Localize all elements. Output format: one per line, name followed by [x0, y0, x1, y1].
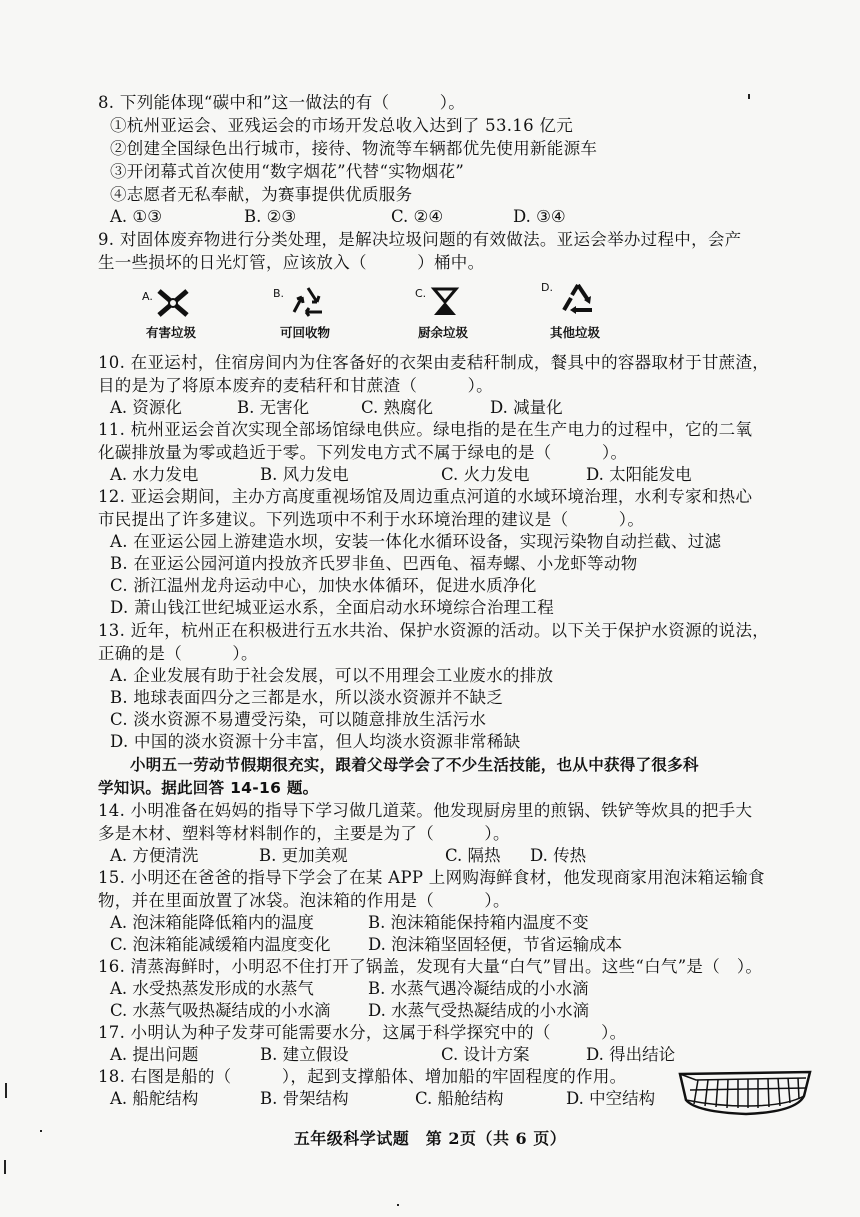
hazardous-waste-icon — [155, 288, 191, 318]
question-10-line-2: 目的是为了将原本废弃的麦秸秆和甘蔗渣（ ）。 — [98, 376, 493, 395]
q12-option-b: B. 在亚运公园河道内投放齐氏罗非鱼、巴西龟、福寿螺、小龙虾等动物 — [110, 554, 638, 573]
context-note-line-1: 小明五一劳动节假期很充实，跟着父母学会了不少生活技能，也从中获得了很多科 — [130, 756, 699, 774]
ship-skeleton-figure — [676, 1066, 816, 1118]
q16-option-b: B. 水蒸气遇冷凝结成的小水滴 — [368, 979, 589, 998]
question-9-line-2: 生一些损坏的日光灯管，应该放入（ ）桶中。 — [98, 253, 485, 272]
recyclable-icon — [288, 285, 328, 319]
q11-option-d: D. 太阳能发电 — [586, 465, 692, 484]
scan-speck — [40, 1130, 42, 1132]
question-18: 18. 右图是船的（ ），起到支撑船体、增加船的牢固程度的作用。 — [98, 1067, 627, 1086]
scan-speck — [5, 1083, 7, 1098]
q12-option-a: A. 在亚运公园上游建造水坝，安装一体化水循环设备，实现污染物自动拦截、过滤 — [110, 532, 722, 551]
q18-option-d: D. 中空结构 — [566, 1089, 656, 1108]
q8-item-3: ③开闭幕式首次使用“数字烟花”代替“实物烟花” — [110, 162, 465, 181]
question-12-line-1: 12. 亚运会期间，主办方高度重视场馆及周边重点河道的水域环境治理，水利专家和热心 — [98, 487, 753, 506]
bin-d-letter: D. — [541, 281, 553, 294]
scan-speck — [4, 1160, 6, 1174]
q11-option-c: C. 火力发电 — [441, 465, 530, 484]
q14-option-b: B. 更加美观 — [259, 846, 348, 865]
q8-option-a: A. ①③ — [110, 207, 162, 226]
question-17: 17. 小明认为种子发芽可能需要水分，这属于科学探究中的（ ）。 — [98, 1023, 627, 1042]
question-11-line-2: 化碳排放量为零或趋近于零。下列发电方式不属于绿电的是（ ）。 — [98, 443, 628, 462]
q17-option-c: C. 设计方案 — [441, 1045, 530, 1064]
q10-option-d: D. 减量化 — [490, 398, 563, 417]
q18-option-b: B. 骨架结构 — [260, 1089, 349, 1108]
q15-option-a: A. 泡沫箱能降低箱内的温度 — [110, 913, 314, 932]
q8-item-4: ④志愿者无私奉献，为赛事提供优质服务 — [110, 185, 413, 204]
other-waste-icon — [558, 282, 598, 318]
q10-option-b: B. 无害化 — [237, 398, 310, 417]
question-15-line-1: 15. 小明还在爸爸的指导下学会了在某 APP 上网购海鲜食材，他发现商家用泡沫箱运输食 — [98, 868, 765, 887]
scan-speck — [748, 94, 750, 99]
question-10-line-1: 10. 在亚运村，住宿房间内为住客备好的衣架由麦秸秆制成，餐具中的容器取材于甘蔗渣， — [98, 353, 770, 372]
question-12-line-2: 市民提出了许多建议。下列选项中不利于水环境治理的建议是（ ）。 — [98, 510, 645, 529]
q18-option-c: C. 船舱结构 — [415, 1089, 504, 1108]
q15-option-d: D. 泡沫箱坚固轻便，节省运输成本 — [368, 935, 623, 954]
q10-option-a: A. 资源化 — [110, 398, 182, 417]
bin-c-label: 厨余垃圾 — [418, 325, 469, 340]
page-footer: 五年级科学试题 第 2页（共 6 页） — [293, 1129, 567, 1148]
q15-option-b: B. 泡沫箱能保持箱内温度不变 — [368, 913, 589, 932]
q13-option-d: D. 中国的淡水资源十分丰富，但人均淡水资源非常稀缺 — [110, 732, 521, 751]
bin-c-letter: C. — [415, 287, 427, 300]
q11-option-b: B. 风力发电 — [260, 465, 349, 484]
question-13-line-2: 正确的是（ ）。 — [98, 644, 258, 663]
q11-option-a: A. 水力发电 — [110, 465, 199, 484]
q8-item-2: ②创建全国绿色出行城市，接待、物流等车辆都优先使用新能源车 — [110, 139, 598, 158]
q16-option-d: D. 水蒸气受热凝结成的小水滴 — [368, 1001, 590, 1020]
question-9-line-1: 9. 对固体废弃物进行分类处理，是解决垃圾问题的有效做法。亚运会举办过程中，会产 — [98, 230, 742, 249]
q13-option-c: C. 淡水资源不易遭受污染，可以随意排放生活污水 — [110, 710, 487, 729]
q8-option-b: B. ②③ — [244, 207, 297, 226]
q8-option-c: C. ②④ — [391, 207, 444, 226]
q13-option-b: B. 地球表面四分之三都是水，所以淡水资源并不缺乏 — [110, 688, 504, 707]
question-14-line-1: 14. 小明准备在妈妈的指导下学习做几道菜。他发现厨房里的煎锅、铁铲等炊具的把手大 — [98, 801, 753, 820]
q15-option-c: C. 泡沫箱能减缓箱内温度变化 — [110, 935, 331, 954]
q10-option-c: C. 熟腐化 — [361, 398, 434, 417]
q8-item-1: ①杭州亚运会、亚残运会的市场开发总收入达到了 53.16 亿元 — [110, 116, 574, 135]
q18-option-a: A. 船舵结构 — [110, 1089, 199, 1108]
q17-option-a: A. 提出问题 — [110, 1045, 199, 1064]
question-11-line-1: 11. 杭州亚运会首次实现全部场馆绿电供应。绿电指的是在生产电力的过程中，它的二氧 — [98, 420, 753, 439]
scan-speck — [397, 1204, 399, 1206]
q8-option-d: D. ③④ — [513, 207, 566, 226]
bin-a-letter: A. — [142, 290, 153, 303]
question-13-line-1: 13. 近年，杭州正在积极进行五水共治、保护水资源的活动。以下关于保护水资源的说法， — [98, 621, 770, 640]
q13-option-a: A. 企业发展有助于社会发展，可以不用理会工业废水的排放 — [110, 666, 554, 685]
q12-option-d: D. 萧山钱江世纪城亚运水系，全面启动水环境综合治理工程 — [110, 598, 555, 617]
question-16: 16. 清蒸海鲜时，小明忍不住打开了锅盖，发现有大量“白气”冒出。这些“白气”是（ ）。 — [98, 957, 763, 976]
question-15-line-2: 物，并在里面放置了冰袋。泡沫箱的作用是（ ）。 — [98, 891, 510, 910]
bin-b-letter: B. — [273, 287, 285, 300]
q12-option-c: C. 浙江温州龙舟运动中心，加快水体循环，促进水质净化 — [110, 576, 537, 595]
bin-d-label: 其他垃圾 — [550, 325, 601, 340]
q16-option-a: A. 水受热蒸发形成的水蒸气 — [110, 979, 314, 998]
question-8: 8. 下列能体现“碳中和”这一做法的有（ ）。 — [98, 93, 466, 112]
q16-option-c: C. 水蒸气吸热凝结成的小水滴 — [110, 1001, 331, 1020]
bin-b-label: 可回收物 — [280, 325, 331, 340]
q14-option-d: D. 传热 — [530, 846, 587, 865]
question-14-line-2: 多是木材、塑料等材料制作的，主要是为了（ ）。 — [98, 824, 510, 843]
bin-a-label: 有害垃圾 — [146, 325, 197, 340]
context-note-line-2: 学知识。据此回答 14-16 题。 — [98, 779, 319, 797]
q17-option-d: D. 得出结论 — [586, 1045, 676, 1064]
q14-option-a: A. 方便清洗 — [110, 846, 199, 865]
q14-option-c: C. 隔热 — [445, 846, 501, 865]
q17-option-b: B. 建立假设 — [260, 1045, 349, 1064]
kitchen-waste-icon — [428, 286, 462, 318]
